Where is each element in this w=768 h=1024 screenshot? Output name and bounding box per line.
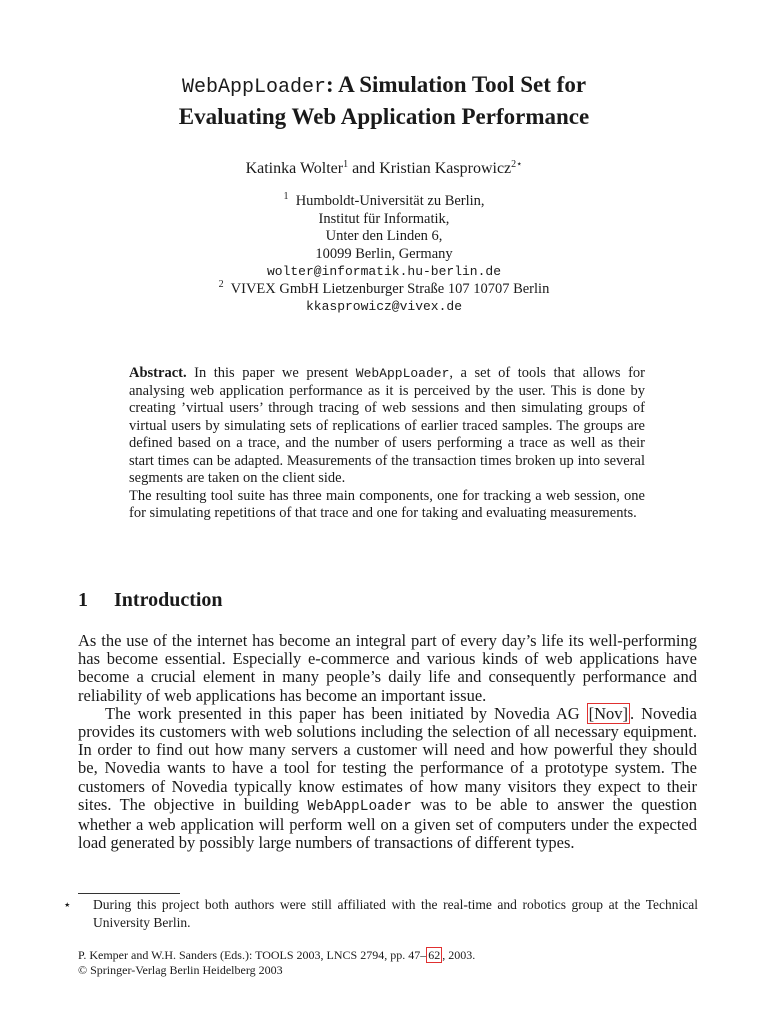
author-2: Kristian Kasprowicz [379, 160, 512, 177]
abstract-label: Abstract. [129, 365, 187, 381]
affiliation-2-mark: 2 [218, 278, 224, 290]
affiliation-2-text: VIVEX GmbH Lietzenburger Straße 107 10707 Berlin [230, 280, 550, 297]
publisher-info [78, 948, 698, 978]
affiliation-1-email[interactable]: wolter@informatik.hu-berlin.de [266, 264, 502, 279]
publisher-year: , 2003. [442, 948, 476, 962]
section-heading [78, 588, 223, 612]
footnote-rule [78, 893, 180, 894]
author-1-mark: 1 [343, 159, 349, 170]
footnote-mark: ⋆ [63, 897, 72, 912]
publisher-citation: P. Kemper and W.H. Sanders (Eds.): TOOLS 2003, LNCS 2794, pp. 47– [78, 948, 427, 962]
body-paragraph-1: As the use of the internet has become an integral part of every day’s life its well-performing has become essential. Especially e-commerce and various kinds of web applications have become a crucial element in many people’s daily life and consequently performance and reliability of web applications has become an important issue. [78, 631, 697, 705]
author-conjunction: and [352, 160, 376, 177]
affiliations [60, 193, 708, 316]
affiliation-1-line-4: 10099 Berlin, Germany [315, 245, 453, 262]
abstract-paragraph-2: The resulting tool suite has three main components, one for tracking a web session, one for simulating repetitions of that trace and one for taking and evaluating measurements. [129, 487, 645, 521]
abstract [129, 365, 645, 523]
body-p2-before: The work presented in this paper has been initiated by Novedia AG [105, 703, 580, 723]
affiliation-1-mark: 1 [283, 191, 289, 202]
body-paragraph-2 [78, 705, 697, 853]
section-title: Introduction [114, 589, 223, 611]
affiliation-1-line-2: Institut für Informatik, [318, 210, 450, 227]
affiliation-2-line-1 [60, 278, 708, 299]
abstract-p1-after: , a set of tools that allows for analysing web application performance as it is perceived by the user. This is done by creating ’virtual users’ through tracing of web sessions and then simulating groups of virtual users by simulating sets of replications of earlier traced samples. The groups are defined based on a trace, and the number of users performing a trace as well as their start times can be adapted. Measurements of the transaction times broken up into several segments are taken on the client side. [129, 365, 646, 486]
footnote [63, 896, 698, 932]
footnote-text: During this project both authors were still affiliated with the real-time and robotics group at the Technical University Berlin. [93, 897, 698, 930]
author-2-mark: 2⋆ [511, 159, 523, 170]
body-p2-middle: . Novedia provides its customers with web solutions including the selection of all necessary equipment. In order to find out how many servers a customer will need and how powerful they should be, Novedia wants to have a tool for testing the performance of a prototype system. The customers of Novedia typically know estimates of how many visitors they expect to their sites. The objective in building [78, 703, 697, 814]
publisher-line-1 [78, 948, 698, 963]
title-tool-name: WebAppLoader [181, 76, 326, 99]
introduction-body [78, 632, 697, 852]
author-list [60, 159, 708, 179]
body-tool-name: WebAppLoader [307, 798, 412, 815]
body-p2-after: was to be able to answer the question whether a web application will perform well on a given set of computers under the expected load generated by possibly large numbers of transactions of different types. [78, 794, 698, 853]
citation-link-nov[interactable]: [Nov] [588, 703, 629, 723]
affiliation-1-line-3: Unter den Linden 6, [325, 228, 443, 244]
abstract-tool-name: WebAppLoader [355, 366, 450, 381]
title-line-1 [60, 70, 708, 102]
title-line-2: Evaluating Web Application Performance [178, 104, 590, 129]
paper-title [60, 70, 708, 131]
abstract-p1-before: In this paper we present [194, 365, 349, 381]
affiliation-1-text: Humboldt-Universität zu Berlin, [295, 193, 485, 209]
title-line1-rest: : A Simulation Tool Set for [325, 72, 587, 97]
affiliation-1-line-1 [60, 193, 708, 211]
section-number: 1 [78, 589, 88, 611]
affiliation-2-email[interactable]: kkasprowicz@vivex.de [305, 299, 463, 314]
author-1: Katinka Wolter [245, 160, 344, 177]
publisher-copyright: © Springer-Verlag Berlin Heidelberg 2003 [78, 963, 283, 977]
abstract-paragraph-1 [129, 365, 645, 488]
page-end-link[interactable]: 62 [428, 948, 441, 962]
